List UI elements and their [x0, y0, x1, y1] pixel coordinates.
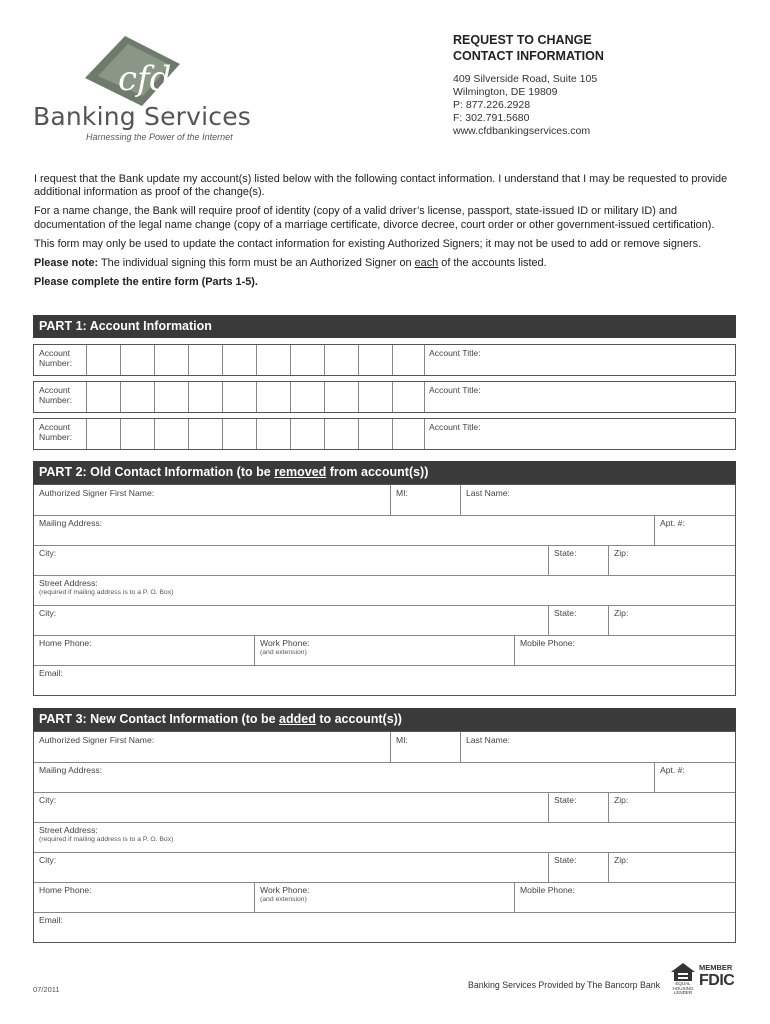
account-row-3 [33, 418, 736, 450]
part3-contact-grid [33, 731, 736, 943]
old-last-name-field[interactable]: Last Name: [466, 488, 510, 498]
phone-number: P: 877.226.2928 [453, 99, 531, 111]
account-number-input[interactable] [86, 345, 424, 375]
part3-heading-pre: PART 3: New Contact Information (to be [39, 712, 280, 726]
old-city-field[interactable]: City: [34, 545, 549, 575]
new-street-zip-field[interactable]: Zip: [614, 855, 629, 865]
street-address-note: (required if mailing address is to a P. O. Box) [39, 836, 174, 843]
new-street-state-field[interactable]: State: [549, 852, 609, 882]
address-line1: 409 Silverside Road, Suite 105 [453, 73, 598, 85]
account-row-1 [33, 344, 736, 376]
new-city-field[interactable]: City: [34, 792, 549, 822]
new-state-field[interactable]: State: [549, 792, 609, 822]
fdic-text: FDIC [699, 972, 735, 989]
intro-text [34, 173, 739, 295]
part2-heading-removed: removed [274, 465, 327, 479]
street-address-label: Street Address: [39, 825, 98, 835]
new-first-name-field[interactable]: Authorized Signer First Name: [34, 732, 391, 762]
form-title [453, 32, 604, 64]
account-number-label: Account Number: [39, 348, 72, 368]
account-number-input[interactable] [86, 382, 424, 412]
part1-heading: PART 1: Account Information [33, 315, 736, 338]
new-work-phone-field[interactable] [255, 882, 515, 912]
old-mi-field[interactable]: MI: [391, 485, 461, 515]
old-mailing-address-field[interactable]: Mailing Address: [34, 515, 655, 545]
part3-heading-post: to account(s)) [315, 712, 402, 726]
intro-paragraph-2: For a name change, the Bank will require proof of identity (copy of a valid driver’s license, passport, state-issued ID or military ID) and documentation of the legal name change (copy of a marriage certificate, divorce decree, court order or other government-issued certification). [34, 205, 715, 231]
old-street-state-field[interactable]: State: [549, 605, 609, 635]
new-mi-field[interactable]: MI: [391, 732, 461, 762]
new-home-phone-field[interactable]: Home Phone: [34, 882, 255, 912]
part3-heading [33, 708, 736, 731]
bank-address [453, 73, 597, 138]
address-line2: Wilmington, DE 19809 [453, 86, 558, 98]
account-number-input[interactable] [86, 419, 424, 449]
old-zip-field[interactable]: Zip: [614, 548, 629, 558]
provided-by-text: Banking Services Provided by The Bancorp Bank [468, 980, 661, 990]
note-post: of the accounts listed. [441, 257, 547, 270]
intro-note [34, 257, 739, 270]
account-number-label: Account Number: [39, 385, 72, 405]
part2-contact-grid [33, 484, 736, 696]
equal-housing-lender-icon [670, 962, 696, 995]
ehl-text: EQUAL HOUSING LENDER [672, 981, 694, 995]
new-email-field[interactable]: Email: [39, 915, 63, 925]
form-title-line2: CONTACT INFORMATION [453, 49, 604, 63]
form-date-code: 07/2011 [33, 985, 60, 994]
account-number-label: Account Number: [39, 422, 72, 442]
old-street-city-field[interactable]: City: [34, 605, 549, 635]
old-street-address-field[interactable] [34, 575, 735, 605]
cfd-logo [30, 34, 270, 144]
complete-instruction: Please complete the entire form (Parts 1-5). [34, 276, 258, 289]
logo-tagline: Harnessing the Power of the Internet [86, 132, 233, 142]
old-home-phone-field[interactable]: Home Phone: [34, 635, 255, 665]
new-apt-field[interactable]: Apt. #: [660, 765, 685, 775]
new-last-name-field[interactable]: Last Name: [466, 735, 510, 745]
account-title-field[interactable]: Account Title: [429, 385, 481, 395]
old-apt-field[interactable]: Apt. #: [660, 518, 685, 528]
work-phone-note: (and extension) [260, 896, 307, 903]
website-link[interactable]: www.cfdbankingservices.com [453, 125, 591, 137]
old-mobile-phone-field[interactable]: Mobile Phone: [520, 638, 575, 648]
old-street-zip-field[interactable]: Zip: [614, 608, 629, 618]
old-first-name-field[interactable]: Authorized Signer First Name: [34, 485, 391, 515]
new-mobile-phone-field[interactable]: Mobile Phone: [520, 885, 575, 895]
part3-heading-added: added [279, 712, 316, 726]
fax-number: F: 302.791.5680 [453, 112, 530, 124]
intro-paragraph-3: This form may only be used to update the contact information for existing Authorized Signers; it may not be used to add or remove signers. [34, 237, 702, 250]
part2-heading [33, 461, 736, 484]
account-row-2 [33, 381, 736, 413]
old-work-phone-field[interactable] [255, 635, 515, 665]
old-email-field[interactable]: Email: [39, 668, 63, 678]
logo-name: Banking Services [33, 102, 252, 131]
work-phone-label: Work Phone: [260, 885, 310, 895]
part2-heading-post: from account(s)) [326, 465, 429, 479]
fdic-member-logo [699, 964, 739, 990]
intro-paragraph-1: I request that the Bank update my account(s) listed below with the following contact information. I understand that I may be requested to provide additional information as proof of the change(s). [34, 173, 728, 199]
new-mailing-address-field[interactable]: Mailing Address: [34, 762, 655, 792]
street-address-note: (required if mailing address is to a P. O. Box) [39, 589, 174, 596]
logo-letters: cfd [118, 59, 172, 99]
note-label: Please note: [34, 257, 99, 270]
old-state-field[interactable]: State: [549, 545, 609, 575]
work-phone-label: Work Phone: [260, 638, 310, 648]
fdic-member-text: MEMBER [699, 963, 733, 972]
note-each: each [414, 257, 439, 270]
account-title-field[interactable]: Account Title: [429, 348, 481, 358]
work-phone-note: (and extension) [260, 649, 307, 656]
part2-heading-pre: PART 2: Old Contact Information (to be [39, 465, 275, 479]
new-zip-field[interactable]: Zip: [614, 795, 629, 805]
note-pre: The individual signing this form must be an Authorized Signer on [101, 257, 412, 270]
street-address-label: Street Address: [39, 578, 98, 588]
form-title-line1: REQUEST TO CHANGE [453, 33, 592, 47]
new-street-city-field[interactable]: City: [34, 852, 549, 882]
account-title-field[interactable]: Account Title: [429, 422, 481, 432]
new-street-address-field[interactable] [34, 822, 735, 852]
